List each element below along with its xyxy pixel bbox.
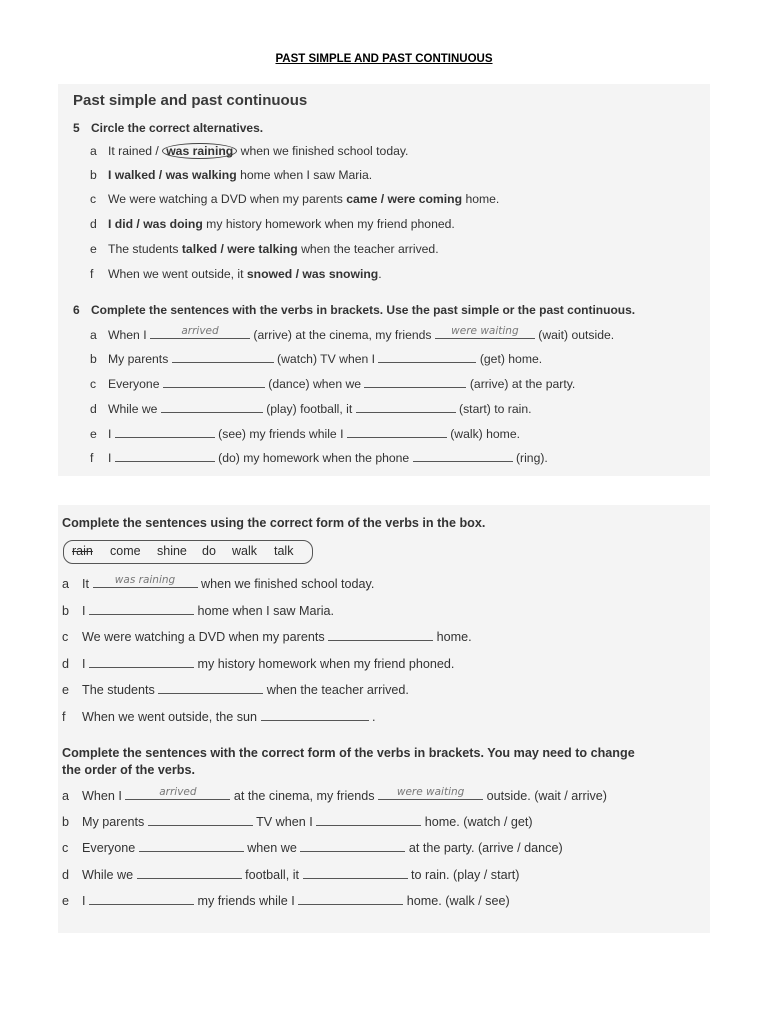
- box-item-f: f When we went outside, the sun .: [62, 710, 376, 724]
- brackets-exercise-instruction: Complete the sentences with the correct form of the verbs in brackets. You may need to change the order of the verbs.: [62, 746, 635, 777]
- brackets-item-c: c Everyone when we at the party. (arrive / dance): [62, 841, 563, 855]
- box-word: shine: [157, 544, 187, 558]
- box-item-e: e The students when the teacher arrived.: [62, 683, 409, 697]
- box-word: come: [110, 544, 141, 558]
- ex6-item-c: c Everyone (dance) when we (arrive) at the party.: [90, 377, 576, 391]
- ex6-item-b: b My parents (watch) TV when I (get) home.: [90, 352, 543, 366]
- verb-box: [63, 540, 313, 564]
- box-word: do: [202, 544, 216, 558]
- document-title: PAST SIMPLE AND PAST CONTINUOUS: [275, 53, 493, 65]
- worksheet-scan-2: [58, 505, 710, 933]
- worksheet-scan-1: [58, 84, 710, 476]
- ex5-item-a: a It rained / was raining when we finished school today.: [90, 144, 409, 158]
- brackets-item-d: d While we football, it to rain. (play / start): [62, 868, 520, 882]
- box-word: walk: [232, 544, 258, 558]
- circled-answer: was raining: [162, 143, 237, 159]
- box-item-a: a It was raining when we finished school today.: [62, 574, 375, 591]
- ex6-item-f: f I (do) my homework when the phone (ring).: [90, 451, 548, 465]
- ex5-item-f: f When we went outside, it snowed / was snowing.: [90, 267, 382, 281]
- ex6-item-a: a When I arrived (arrive) at the cinema, my friends were waiting (wait) outside.: [90, 325, 615, 342]
- ex5-item-d: d I did / was doing my history homework when my friend phoned.: [90, 217, 455, 231]
- ex6-item-e: e I (see) my friends while I (walk) home.: [90, 427, 521, 441]
- box-item-b: b I home when I saw Maria.: [62, 604, 334, 618]
- brackets-item-e: e I my friends while I home. (walk / see): [62, 894, 510, 908]
- box-item-c: c We were watching a DVD when my parents home.: [62, 630, 472, 644]
- ex5-item-c: c We were watching a DVD when my parents came / were coming home.: [90, 192, 500, 206]
- box-exercise-instruction: Complete the sentences using the correct form of the verbs in the box.: [62, 516, 486, 530]
- box-item-d: d I my history homework when my friend phoned.: [62, 657, 455, 671]
- brackets-item-a: a When I arrived at the cinema, my friends were waiting outside. (wait / arrive): [62, 786, 607, 803]
- exercise-5-instruction: 5 Circle the correct alternatives.: [73, 121, 264, 135]
- ex5-item-b: b I walked / was walking home when I saw Maria.: [90, 168, 373, 182]
- ex5-item-e: e The students talked / were talking when the teacher arrived.: [90, 242, 439, 256]
- brackets-item-b: b My parents TV when I home. (watch / get): [62, 815, 533, 829]
- ex6-item-d: d While we (play) football, it (start) to rain.: [90, 402, 532, 416]
- box-word: talk: [274, 544, 294, 558]
- section-heading: Past simple and past continuous: [73, 92, 308, 109]
- exercise-6-instruction: 6 Complete the sentences with the verbs in brackets. Use the past simple or the past continuous.: [73, 303, 636, 317]
- box-word: rain: [72, 544, 93, 558]
